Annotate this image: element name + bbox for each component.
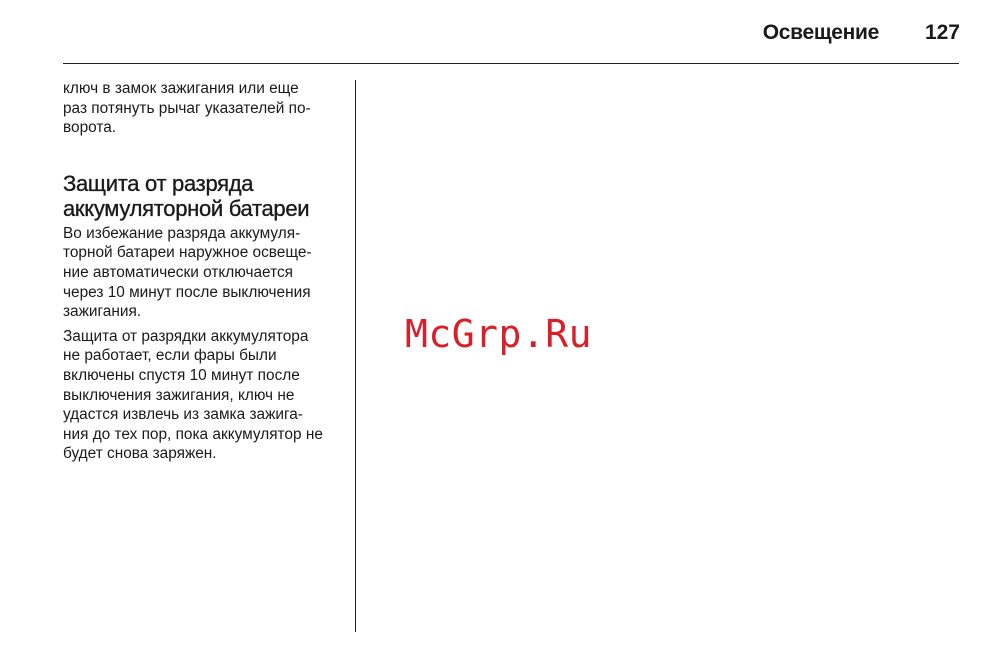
text-line: включены спустя 10 минут после xyxy=(63,366,300,384)
text-line: торной батареи наружное освеще- xyxy=(63,244,312,262)
text-line: ния до тех пор, пока аккумулятор не xyxy=(63,425,323,443)
paragraph-protection-exception xyxy=(63,327,345,464)
column-divider xyxy=(355,80,356,632)
text-line: ворота. xyxy=(63,119,117,137)
continuation-paragraph xyxy=(63,79,345,138)
heading-line: аккумуляторной батареи xyxy=(63,195,310,221)
text-line: будет снова заряжен. xyxy=(63,445,217,463)
page-number: 127 xyxy=(924,21,960,44)
text-line: зажигания. xyxy=(63,303,142,321)
text-line: Защита от разрядки аккумулятора xyxy=(63,327,309,345)
left-text-column xyxy=(63,79,345,464)
header-divider xyxy=(63,63,959,64)
text-line: Во избежание разряда аккумуля- xyxy=(63,224,301,242)
text-line: выключения зажигания, ключ не xyxy=(63,386,295,404)
heading-line: Защита от разряда xyxy=(63,170,254,196)
text-line: раз потянуть рычаг указателей по- xyxy=(63,99,311,117)
section-heading xyxy=(63,171,345,221)
paragraph-battery-protection xyxy=(63,224,345,322)
text-line: ключ в замок зажигания или еще xyxy=(63,80,299,97)
text-line: удастся извлечь из замка зажига- xyxy=(63,406,303,424)
page-header-title: Освещение xyxy=(762,21,879,44)
text-line: не работает, если фары были xyxy=(63,347,277,365)
text-line: ние автоматически отключается xyxy=(63,263,293,281)
watermark-text: McGrp.Ru xyxy=(405,312,593,356)
text-line: через 10 минут после выключения xyxy=(63,283,311,301)
